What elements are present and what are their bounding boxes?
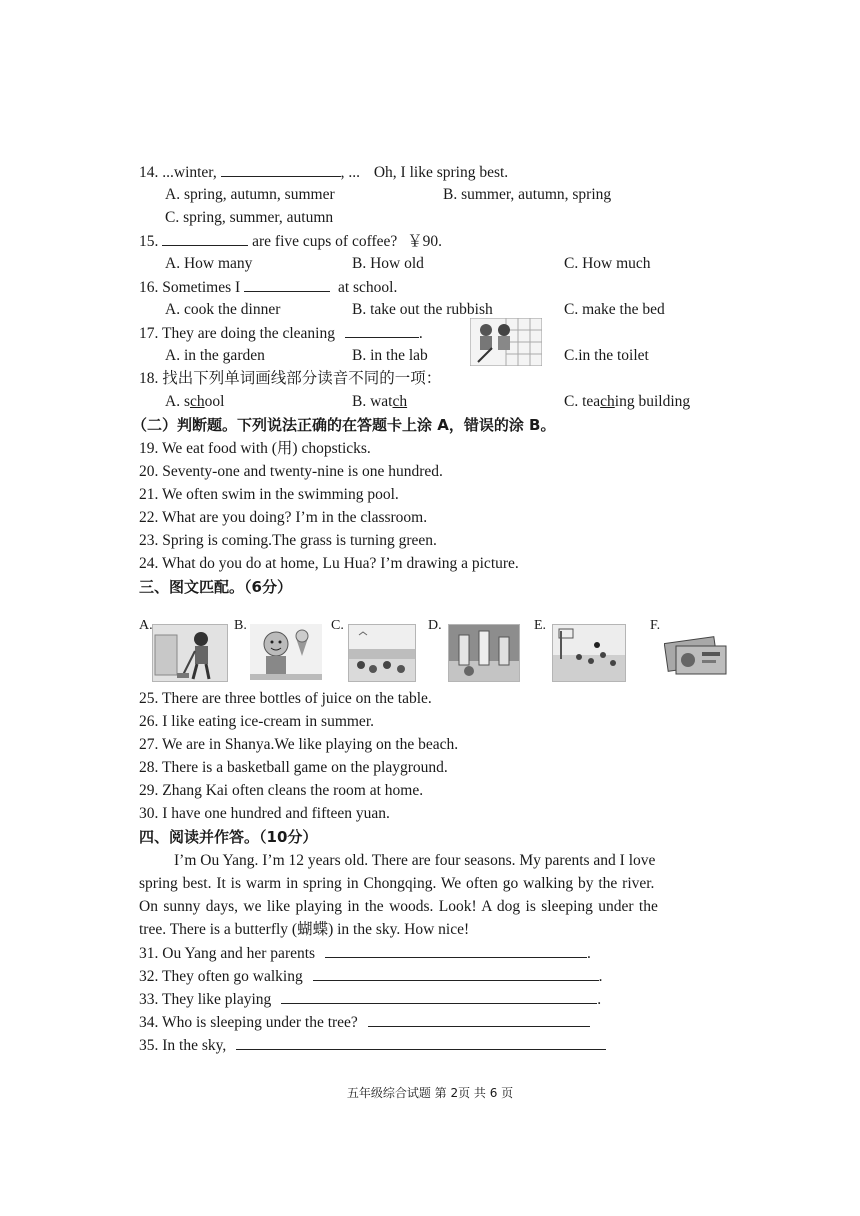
statement-item: 24. What do you do at home, Lu Hua? I’m drawing a picture. xyxy=(139,555,519,572)
statement-item: 22. What are you doing? I’m in the classroom. xyxy=(139,509,428,526)
passage-line: I’m Ou Yang. I’m 12 years old. There are four seasons. My parents and I love xyxy=(174,852,656,869)
match-item: 30. I have one hundred and fifteen yuan. xyxy=(139,805,390,822)
option-c: C.in the toilet xyxy=(564,347,649,364)
picture-label-c: C. xyxy=(331,618,344,633)
question-text: 14. ...winter, xyxy=(139,164,217,181)
picture-label-e: E. xyxy=(534,618,547,633)
option-b: B. How old xyxy=(352,255,424,272)
question-31: 31. Ou Yang and her parents . xyxy=(139,945,591,962)
section-heading-reading: 四、阅读并作答。（10分） xyxy=(139,828,318,846)
answer-blank xyxy=(236,1035,606,1050)
match-item: 28. There is a basketball game on the playground. xyxy=(139,759,448,776)
option-b: B. take out the rubbish xyxy=(352,301,493,318)
picture-label-f: F. xyxy=(650,618,661,633)
juice-bottles-picture xyxy=(448,624,520,682)
question-15: 15. are five cups of coffee? ￥90. xyxy=(139,233,443,250)
answer-blank xyxy=(162,231,248,246)
answer-blank xyxy=(244,277,330,292)
question-17: 17. They are doing the cleaning . xyxy=(139,325,423,342)
picture-label-b: B. xyxy=(234,618,247,633)
option-a: A. cook the dinner xyxy=(165,301,281,318)
picture-label-d: D. xyxy=(428,618,442,633)
statement-item: 20. Seventy-one and twenty-nine is one hundred. xyxy=(139,463,443,480)
match-item: 26. I like eating ice-cream in summer. xyxy=(139,713,374,730)
beach-picture xyxy=(348,624,416,682)
question-35: 35. In the sky, xyxy=(139,1035,606,1056)
answer-blank xyxy=(325,943,587,958)
option-c: C. teaching building xyxy=(564,393,691,410)
match-item: 29. Zhang Kai often cleans the room at home. xyxy=(139,782,424,799)
option-a: A. spring, autumn, summer xyxy=(165,186,335,203)
question-16: 16. Sometimes I at school. xyxy=(139,279,398,296)
statement-item: 23. Spring is coming.The grass is turning green. xyxy=(139,532,437,549)
question-14: 14. ...winter, , ... Oh, I like spring best. xyxy=(139,164,509,181)
passage-line: spring best. It is warm in spring in Chongqing. We often go walking by the river. xyxy=(139,875,655,892)
answer-blank xyxy=(221,162,341,177)
question-33: 33. They like playing . xyxy=(139,991,602,1008)
option-c: C. make the bed xyxy=(564,301,665,318)
answer-blank xyxy=(281,989,597,1004)
option-c: C. spring, summer, autumn xyxy=(165,209,334,226)
section-heading-judgement: （二）判断题。下列说法正确的在答题卡上涂 A，错误的涂 B。 xyxy=(132,416,556,434)
option-c: C. How much xyxy=(564,255,651,272)
picture-label-a: A. xyxy=(139,618,153,633)
money-banknotes-picture xyxy=(664,624,732,680)
match-item: 25. There are three bottles of juice on the table. xyxy=(139,690,432,707)
match-item: 27. We are in Shanya.We like playing on the beach. xyxy=(139,736,459,753)
option-b: B. in the lab xyxy=(352,347,428,364)
option-b: B. watch xyxy=(352,393,408,410)
question-32: 32. They often go walking . xyxy=(139,968,603,985)
option-a: A. in the garden xyxy=(165,347,265,364)
question-18: 18. 找出下列单词画线部分读音不同的一项： xyxy=(139,370,442,387)
passage-line: On sunny days, we like playing in the woods. Look! A dog is sleeping under the xyxy=(139,898,658,915)
question-34: 34. Who is sleeping under the tree? xyxy=(139,1012,590,1033)
answer-blank xyxy=(313,966,599,981)
page-footer: 五年级综合试题 第 2页 共 6 页 xyxy=(346,1086,514,1100)
statement-item: 19. We eat food with (用) chopsticks. xyxy=(139,440,371,457)
answer-blank xyxy=(345,323,419,338)
statement-item: 21. We often swim in the swimming pool. xyxy=(139,486,399,503)
option-a: A. How many xyxy=(165,255,253,272)
cleaning-toilet-illustration xyxy=(470,318,542,366)
basketball-game-picture xyxy=(552,624,626,682)
section-heading-picture-match: 三、图文匹配。（6分） xyxy=(139,578,292,596)
passage-line: tree. There is a butterfly (蝴蝶) in the sky. How nice! xyxy=(139,921,470,938)
option-b: B. summer, autumn, spring xyxy=(443,186,612,203)
ice-cream-boy-picture xyxy=(250,624,322,680)
sweeping-floor-picture xyxy=(152,624,228,682)
option-a: A. school xyxy=(165,393,225,410)
answer-blank xyxy=(368,1012,590,1027)
